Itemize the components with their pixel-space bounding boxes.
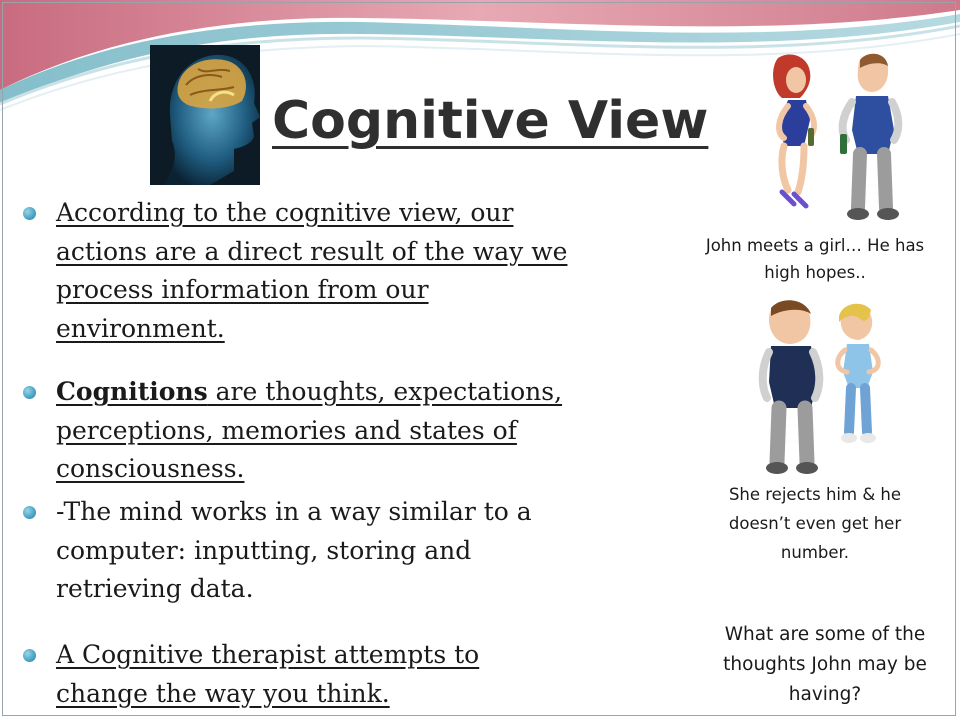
bullet-dot-icon (23, 386, 36, 399)
bullet-item (56, 636, 576, 713)
bullet-bold-text: Cognitions (56, 377, 208, 406)
bullet-text: A Cognitive therapist attempts to change the way you think. (56, 640, 480, 708)
bullet-dot-icon (23, 649, 36, 662)
bullet-text: -The mind works in a way similar to a computer: inputting, storing and retrieving data. (56, 497, 532, 603)
bullet-text: According to the cognitive view, our actions are a direct result of the way we process information from our environment. (56, 198, 568, 343)
bullet-dot-icon (23, 506, 36, 519)
bullet-item (56, 194, 576, 348)
couple-rejection-icon (755, 298, 895, 476)
caption-meet: John meets a girl… He has high hopes.. (705, 236, 925, 282)
caption-question: What are some of the thoughts John may be having? (723, 624, 927, 705)
bullet-item (56, 373, 576, 489)
brain-head-icon (150, 45, 260, 185)
caption-reject: She rejects him & he doesn’t even get her number. (728, 485, 902, 562)
bullet-item (56, 493, 576, 609)
couple-meeting-icon (760, 50, 910, 225)
bullet-text: are thoughts, expectations, perceptions, memories and states of consciousness. (56, 377, 563, 483)
bullet-dot-icon (23, 207, 36, 220)
page-title: Cognitive View (272, 91, 709, 151)
